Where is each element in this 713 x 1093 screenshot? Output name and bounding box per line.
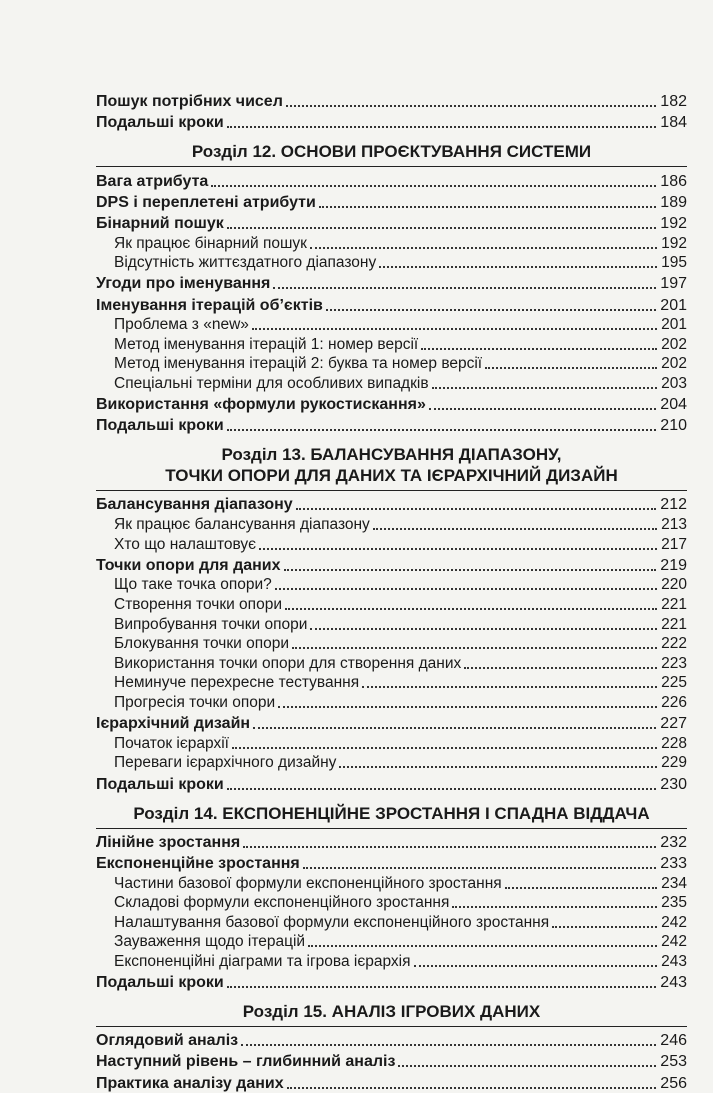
toc-subentry [96, 614, 687, 634]
dot-leader [278, 706, 657, 708]
dot-leader [287, 1087, 657, 1089]
dot-leader [296, 508, 657, 510]
dot-leader [432, 387, 658, 389]
entry-title: Зауваження щодо ітерацій [114, 933, 306, 951]
chapter-heading [96, 794, 687, 829]
entry-title: Пошук потрібних чисел [96, 93, 283, 111]
page-number: 192 [661, 234, 687, 252]
toc-subentry [96, 253, 687, 273]
toc-entry [96, 712, 687, 733]
chapter-heading-line: Розділ 12. ОСНОВИ ПРОЄКТУВАННЯ СИСТЕМИ [191, 142, 592, 162]
dot-leader [273, 287, 656, 289]
toc-subentry [96, 932, 687, 952]
toc-subentry [96, 334, 687, 354]
toc-subentry [96, 634, 687, 654]
page-number: 223 [661, 654, 687, 672]
entry-title: Як працює бінарний пошук [114, 234, 307, 252]
toc-entry [96, 971, 687, 992]
toc-subentry [96, 373, 687, 393]
entry-title: Неминуче перехресне тестування [114, 674, 360, 692]
chapter-heading-line: Розділ 14. ЕКСПОНЕНЦІЙНЕ ЗРОСТАННЯ І СПАДНА ВІДДАЧА [133, 803, 650, 823]
dot-leader [243, 846, 656, 848]
chapter-heading [96, 992, 687, 1027]
dot-leader [362, 686, 657, 688]
page-number: 201 [661, 316, 687, 334]
dot-leader [552, 926, 657, 928]
entry-title: DPS і переплетені атрибути [96, 193, 316, 211]
toc-subentry [96, 893, 687, 913]
entry-title: Ієрархічний дизайн [96, 715, 251, 733]
dot-leader [308, 945, 657, 947]
dot-leader [303, 867, 657, 869]
chapter-heading-line: Розділ 15. АНАЛІЗ ІГРОВИХ ДАНИХ [242, 1002, 541, 1022]
page-number: 202 [661, 335, 687, 353]
dot-leader [241, 1044, 656, 1046]
entry-title: Бінарний пошук [96, 214, 224, 232]
dot-leader [211, 185, 656, 187]
page-number: 184 [660, 114, 687, 132]
entry-title: Відсутність життєздатного діапазону [114, 254, 377, 272]
toc-entry [96, 90, 687, 111]
dot-leader [310, 628, 657, 630]
entry-title: Лінійне зростання [96, 833, 241, 851]
entry-title: Створення точки опори [114, 596, 282, 613]
toc-entry [96, 272, 687, 293]
page-number: 227 [660, 715, 687, 733]
page-number: 212 [660, 496, 687, 514]
table-of-contents [96, 90, 687, 1093]
page-number: 234 [661, 874, 687, 892]
page-number: 221 [661, 615, 687, 633]
toc-entry [96, 772, 687, 793]
dot-leader [259, 548, 657, 550]
page-number: 233 [660, 854, 687, 872]
entry-title: Експоненційні діаграми та ігрова ієрархія [114, 952, 411, 970]
toc-subentry [96, 753, 687, 773]
page-number: 222 [661, 635, 687, 653]
dot-leader [326, 309, 656, 311]
entry-title: Балансування діапазону [96, 496, 293, 514]
toc-subentry [96, 315, 687, 335]
page-number: 232 [660, 833, 687, 851]
entry-title: Випробування точки опори [114, 615, 308, 633]
dot-leader [253, 727, 656, 729]
entry-title: Практика аналізу даних [96, 1074, 284, 1092]
entry-title: Точки опори для даних [96, 556, 281, 574]
toc-entry [96, 1029, 687, 1050]
toc-subentry [96, 594, 687, 614]
page-number: 226 [661, 693, 687, 711]
chapter-heading-line: ТОЧКИ ОПОРИ ДЛЯ ДАНИХ ТА ІЄРАРХІЧНИЙ ДИЗАЙН [165, 466, 618, 486]
page-number: 182 [660, 93, 687, 111]
page-number: 230 [660, 775, 687, 793]
page-number: 201 [660, 296, 687, 314]
page-number: 192 [660, 214, 687, 232]
dot-leader [227, 429, 657, 431]
toc-subentry [96, 912, 687, 932]
dot-leader [429, 408, 656, 410]
dot-leader [310, 247, 657, 249]
toc-subentry [96, 653, 687, 673]
page-number: 195 [661, 254, 687, 272]
dot-leader [227, 788, 657, 790]
chapter-heading [96, 132, 687, 167]
toc-entry [96, 1071, 687, 1092]
page-number: 228 [661, 734, 687, 752]
entry-title: Подальші кроки [96, 417, 224, 435]
entry-title: Використання точки опори для створення даних [114, 654, 462, 672]
dot-leader [319, 206, 656, 208]
dot-leader [464, 667, 657, 669]
entry-title: Угоди про іменування [96, 275, 271, 293]
page-number: 219 [660, 556, 687, 574]
toc-entry [96, 1050, 687, 1071]
entry-title: Вага атрибута [96, 172, 209, 190]
toc-subentry [96, 673, 687, 693]
entry-title: Подальші кроки [96, 775, 224, 793]
dot-leader [373, 528, 657, 530]
toc-entry [96, 169, 687, 190]
dot-leader [398, 1065, 656, 1067]
toc-subentry [96, 514, 687, 534]
entry-title: Експоненційне зростання [96, 854, 300, 872]
entry-title: Блокування точки опори [114, 635, 289, 653]
page-number: 221 [661, 596, 687, 613]
toc-entry [96, 414, 687, 435]
dot-leader [379, 266, 657, 268]
page-number: 217 [661, 535, 687, 553]
toc-subentry [96, 692, 687, 712]
entry-title: Початок ієрархії [114, 734, 229, 752]
entry-title: Оглядовий аналіз [96, 1032, 239, 1050]
chapter-heading [96, 435, 687, 491]
dot-leader [414, 965, 658, 967]
dot-leader [505, 887, 657, 889]
page-number: 235 [661, 894, 687, 912]
page-number: 256 [660, 1074, 687, 1092]
dot-leader [227, 227, 657, 229]
toc-entry [96, 493, 687, 514]
page-number: 242 [661, 913, 687, 931]
page-number: 189 [660, 193, 687, 211]
dot-leader [485, 367, 657, 369]
dot-leader [285, 608, 657, 610]
dot-leader [286, 105, 656, 107]
page-number: 204 [660, 396, 687, 414]
page-number: 229 [661, 754, 687, 772]
toc-entry [96, 293, 687, 314]
entry-title: Спеціальні терміни для особливих випадків [114, 374, 429, 392]
entry-title: Хто що налаштовує [114, 535, 257, 553]
toc-entry [96, 831, 687, 852]
page-number: 203 [661, 374, 687, 392]
page-number: 243 [661, 952, 687, 970]
toc-subentry [96, 951, 687, 971]
toc-subentry [96, 575, 687, 595]
page-number: 186 [660, 172, 687, 190]
page-number: 213 [661, 516, 687, 534]
page-number: 202 [661, 355, 687, 373]
entry-title: Використання «формули рукостискання» [96, 396, 426, 414]
dot-leader [452, 906, 657, 908]
entry-title: Наступний рівень – глибинний аналіз [96, 1053, 396, 1071]
page-number: 197 [660, 275, 687, 293]
dot-leader [227, 126, 657, 128]
entry-title: Частини базової формули експоненційного зростання [114, 874, 502, 892]
entry-title: Подальші кроки [96, 974, 224, 992]
dot-leader [284, 569, 657, 571]
page-number: 243 [660, 974, 687, 992]
page-number: 246 [660, 1032, 687, 1050]
entry-title: Складові формули експоненційного зростання [114, 894, 450, 912]
entry-title: Переваги ієрархічного дизайну [114, 754, 337, 772]
toc-subentry [96, 873, 687, 893]
toc-entry [96, 111, 687, 132]
dot-leader [275, 588, 657, 590]
toc-subentry [96, 733, 687, 753]
dot-leader [339, 766, 657, 768]
entry-title: Прогресія точки опори [114, 693, 276, 711]
dot-leader [292, 647, 657, 649]
toc-entry [96, 393, 687, 414]
toc-entry [96, 852, 687, 873]
toc-entry [96, 191, 687, 212]
dot-leader [421, 348, 657, 350]
dot-leader [252, 328, 657, 330]
entry-title: Подальші кроки [96, 114, 224, 132]
toc-subentry [96, 534, 687, 554]
toc-subentry [96, 233, 687, 253]
entry-title: Налаштування базової формули експоненційного зростання [114, 913, 550, 931]
entry-title: Як працює балансування діапазону [114, 516, 370, 534]
dot-leader [232, 747, 657, 749]
page-number: 220 [661, 576, 687, 594]
page-number: 225 [661, 674, 687, 692]
page-number: 242 [661, 933, 687, 951]
entry-title: Проблема з «new» [114, 316, 249, 334]
chapter-heading-line: Розділ 13. БАЛАНСУВАННЯ ДІАПАЗОНУ, [221, 445, 562, 465]
page-number: 253 [660, 1053, 687, 1071]
toc-entry [96, 554, 687, 575]
entry-title: Що таке точка опори? [114, 576, 272, 594]
dot-leader [227, 986, 657, 988]
toc-entry [96, 212, 687, 233]
entry-title: Метод іменування ітерацій 2: буква та номер версії [114, 355, 483, 373]
page-number: 210 [660, 417, 687, 435]
entry-title: Метод іменування ітерацій 1: номер версії [114, 335, 419, 353]
toc-subentry [96, 354, 687, 374]
entry-title: Іменування ітерацій об’єктів [96, 296, 323, 314]
